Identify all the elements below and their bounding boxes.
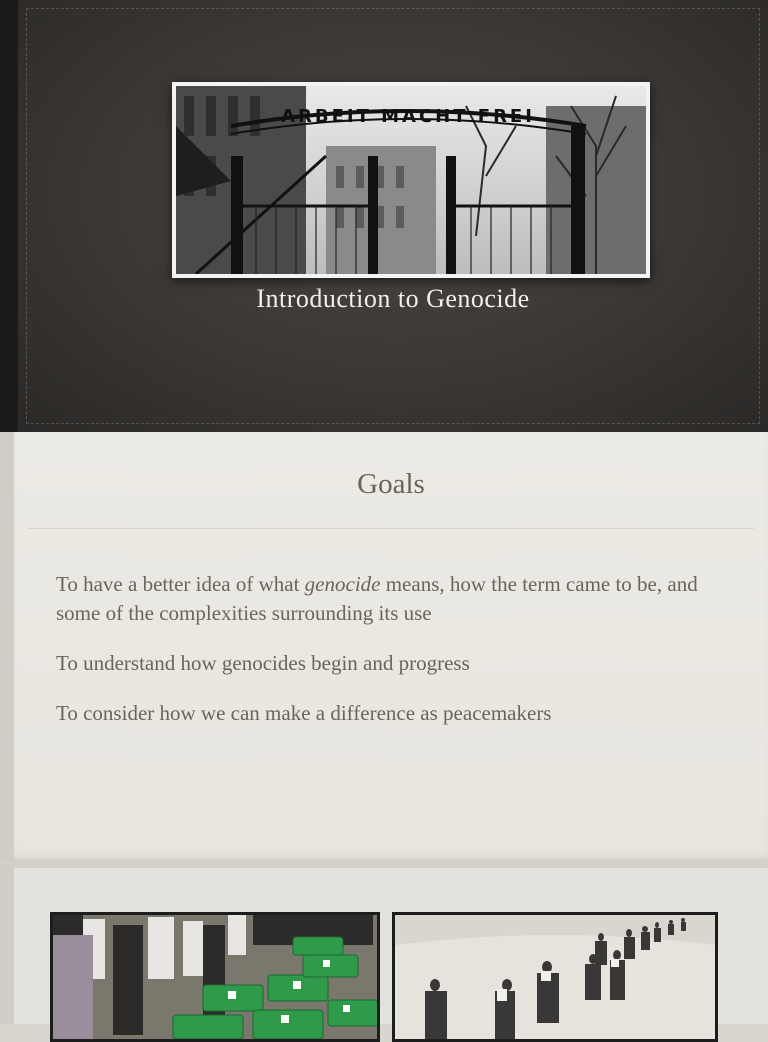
goal-emphasis: genocide bbox=[304, 572, 381, 596]
goals-heading: Goals bbox=[357, 468, 425, 500]
goals-slide bbox=[0, 432, 768, 862]
goals-list bbox=[56, 570, 736, 749]
goal-item: To understand how genocides begin and progress bbox=[56, 651, 470, 675]
memorial-crowd-image bbox=[53, 915, 377, 1039]
title-slide bbox=[0, 0, 768, 432]
gate-photo bbox=[172, 82, 650, 278]
refugees-walking-image bbox=[395, 915, 715, 1039]
gate-photo-image bbox=[176, 86, 646, 274]
gate-sign-text: ARBEIT MACHT FREI bbox=[281, 106, 535, 127]
heading-divider bbox=[28, 528, 754, 529]
goal-text-start: To have a better idea of what bbox=[56, 572, 305, 596]
goal-text-end: means, how the term came to be, and some of the complexities surrounding its use bbox=[56, 572, 698, 625]
memorial-crowd-photo bbox=[50, 912, 380, 1042]
photos-slide bbox=[0, 862, 768, 1024]
goal-item: To consider how we can make a difference as peacemakers bbox=[56, 701, 552, 725]
slide-title: Introduction to Genocide bbox=[256, 284, 530, 313]
goal-item bbox=[56, 570, 736, 628]
refugees-walking-photo bbox=[392, 912, 718, 1042]
